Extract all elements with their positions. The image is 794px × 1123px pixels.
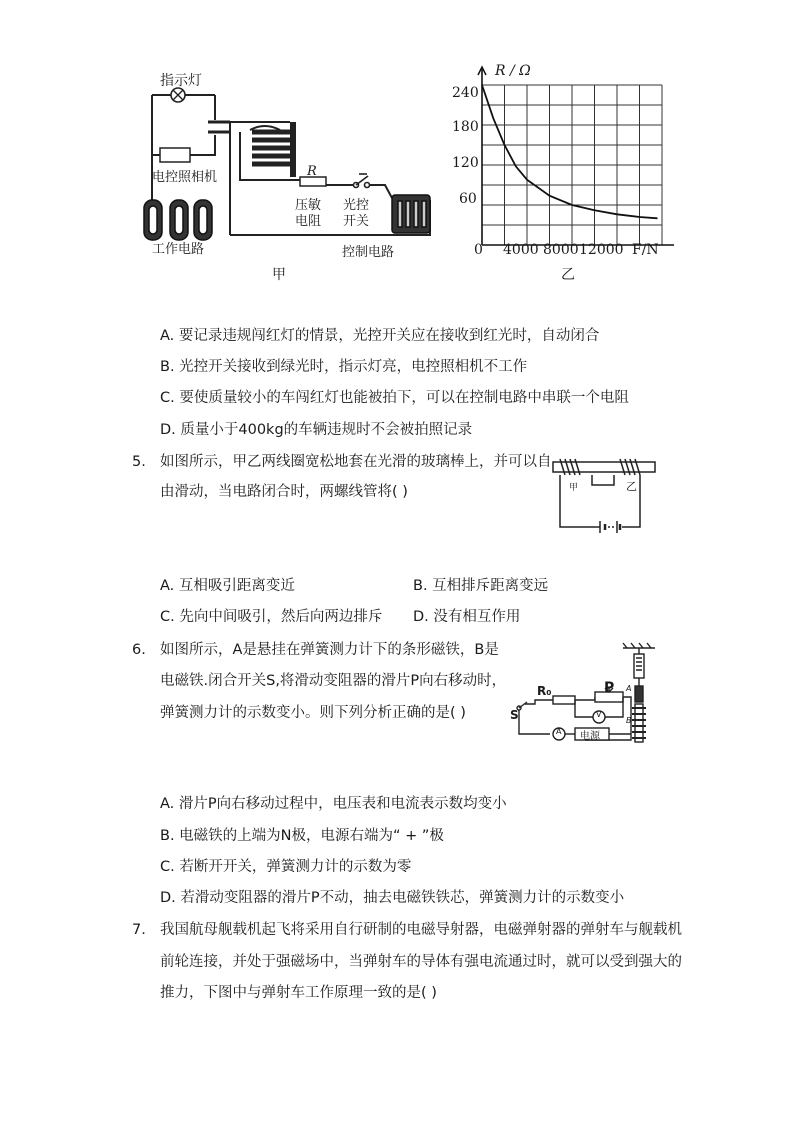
q4-option-d[interactable]: D. 质量小于400kg的车辆违规时不会被拍照记录 xyxy=(160,422,473,438)
q5-stem-line-1: 如图所示，甲乙两线圈宽松地套在光滑的玻璃棒上，并可以自 xyxy=(160,454,552,470)
q6-label-magnet-a: A xyxy=(626,684,632,693)
q4-option-a[interactable]: A. 要记录违规闯红灯的情景，光控开关应在接收到红光时，自动闭合 xyxy=(160,328,600,344)
graph-y-tick-120: 120 xyxy=(452,155,479,171)
graph-x-tick-0: 0 xyxy=(474,242,483,258)
q7-stem-line-1: 我国航母舰载机起飞将采用自行研制的电磁导射器，电磁弹射器的弹射车与舰载机 xyxy=(160,922,682,938)
q6-option-a[interactable]: A. 滑片P向右移动过程中，电压表和电流表示数均变小 xyxy=(160,796,507,812)
q7-stem-line-3: 推力，下图中与弹射车工作原理一致的是( ) xyxy=(160,985,437,1001)
q5-solenoid-figure xyxy=(550,455,660,535)
q4-option-c[interactable]: C. 要使质量较小的车闯红灯也能被拍下，可以在控制电路中串联一个电阻 xyxy=(160,390,629,406)
graph-x-tick-8000: 8000 xyxy=(543,242,579,258)
control-battery-icon xyxy=(392,195,430,233)
q7-number: 7. xyxy=(132,922,146,938)
q5-label-yi: 乙 xyxy=(626,480,637,493)
camera-label: 电控照相机 xyxy=(152,170,218,185)
q6-option-d[interactable]: D. 若滑动变阻器的滑片P不动，抽去电磁铁铁芯，弹簧测力计的示数变小 xyxy=(160,890,625,906)
light-switch-icon xyxy=(354,174,370,188)
light-switch-label-2: 开关 xyxy=(343,214,370,229)
pressure-resistor-label-1: 压敏 xyxy=(295,198,322,213)
q6-number: 6. xyxy=(132,642,146,658)
graph-y-axis-label: R / Ω xyxy=(495,63,531,79)
graph-x-axis-label: F/N xyxy=(632,242,659,258)
q6-label-v: V xyxy=(596,710,602,719)
graph-y-tick-60: 60 xyxy=(459,191,477,207)
q6-label-a: A xyxy=(556,727,562,736)
graph-x-tick-12000: 12000 xyxy=(579,242,624,258)
q7-stem-line-2: 前轮连接，并处于强磁场中，当弹射车的导体有强电流通过时，就可以受到强大的 xyxy=(160,954,682,970)
q6-stem-line-2: 电磁铁.闭合开关S,将滑动变阻器的滑片P向右移动时， xyxy=(160,673,507,689)
graph-x-tick-4000: 4000 xyxy=(503,242,539,258)
bar-magnet-a xyxy=(635,686,643,702)
resistor-symbol-label: R xyxy=(307,164,317,179)
q6-stem-line-3: 弹簧测力计的示数变小。则下列分析正确的是( ) xyxy=(160,705,466,721)
indicator-lamp-label: 指示灯 xyxy=(160,73,202,89)
light-switch-label-1: 光控 xyxy=(343,198,370,213)
figure-yi-caption: 乙 xyxy=(561,267,575,283)
q6-label-power: 电源 xyxy=(580,731,600,742)
pressure-resistor-label-2: 电阻 xyxy=(295,214,322,229)
q5-option-c[interactable]: C. 先向中间吸引，然后向两边排斥 xyxy=(160,609,383,625)
q6-label-s: S xyxy=(510,708,519,722)
work-circuit-batteries-icon xyxy=(144,200,212,240)
q6-label-electromagnet-b: B xyxy=(626,716,632,725)
figure-jia-caption: 甲 xyxy=(272,267,286,283)
control-circuit-label: 控制电路 xyxy=(342,245,395,260)
q5-stem-line-2: 由滑动，当电路闭合时，两螺线管将( ) xyxy=(160,484,408,500)
relay-coil-icon xyxy=(250,122,296,177)
q6-label-r0: R₀ xyxy=(537,684,552,698)
q5-option-b[interactable]: B. 互相排斥距离变远 xyxy=(413,578,549,594)
q6-option-b[interactable]: B. 电磁铁的上端为N极，电源右端为“ + ”极 xyxy=(160,828,444,844)
q6-label-p: P xyxy=(604,680,615,696)
graph-y-tick-180: 180 xyxy=(452,119,479,135)
q6-stem-line-1: 如图所示，A是悬挂在弹簧测力计下的条形磁铁，B是 xyxy=(160,642,499,658)
q5-option-a[interactable]: A. 互相吸引距离变近 xyxy=(160,578,295,594)
q6-option-c[interactable]: C. 若断开开关，弹簧测力计的示数为零 xyxy=(160,859,412,875)
q5-label-jia: 甲 xyxy=(569,483,579,493)
q4-option-b[interactable]: B. 光控开关接收到绿光时，指示灯亮，电控照相机不工作 xyxy=(160,359,528,375)
q5-number: 5. xyxy=(132,454,146,470)
camera-box xyxy=(160,148,190,162)
graph-y-tick-240: 240 xyxy=(452,85,479,101)
work-circuit-label: 工作电路 xyxy=(152,242,205,257)
q5-option-d[interactable]: D. 没有相互作用 xyxy=(413,609,521,625)
